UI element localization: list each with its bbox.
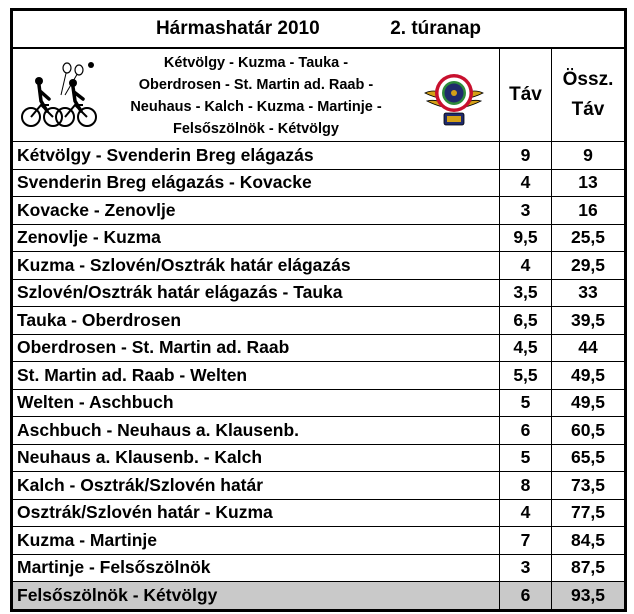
total-cell: 93,5 [552, 582, 626, 611]
distance-cell: 3 [500, 197, 552, 225]
total-cell: 87,5 [552, 554, 626, 582]
segment-cell: Kuzma - Martinje [12, 527, 500, 555]
segment-cell: Svenderin Breg elágazás - Kovacke [12, 169, 500, 197]
distance-cell: 5 [500, 389, 552, 417]
distance-cell: 6 [500, 417, 552, 445]
total-cell: 60,5 [552, 417, 626, 445]
table-row [12, 169, 626, 197]
total-cell: 84,5 [552, 527, 626, 555]
segment-cell: St. Martin ad. Raab - Welten [12, 362, 500, 390]
segment-cell: Kovacke - Zenovlje [12, 197, 500, 225]
cyclists-icon [21, 61, 97, 129]
segment-cell: Osztrák/Szlovén határ - Kuzma [12, 499, 500, 527]
table-row [12, 499, 626, 527]
total-header [552, 48, 626, 142]
segment-cell: Kétvölgy - Svenderin Breg elágazás [12, 142, 500, 170]
segment-cell: Oberdrosen - St. Martin ad. Raab [12, 334, 500, 362]
distance-cell: 3,5 [500, 279, 552, 307]
total-cell: 65,5 [552, 444, 626, 472]
distance-cell: 7 [500, 527, 552, 555]
table-row [12, 527, 626, 555]
segment-cell: Felsőszölnök - Kétvölgy [12, 582, 500, 611]
total-cell: 29,5 [552, 252, 626, 280]
segment-cell: Neuhaus a. Klausenb. - Kalch [12, 444, 500, 472]
table-row [12, 582, 626, 611]
segment-cell: Aschbuch - Neuhaus a. Klausenb. [12, 417, 500, 445]
title-cell [12, 10, 626, 49]
route-summary-line: Felsőszölnök - Kétvölgy [173, 121, 339, 137]
table-row [12, 389, 626, 417]
distance-header [500, 48, 552, 142]
total-header-line2: Táv [571, 99, 605, 120]
total-cell: 49,5 [552, 389, 626, 417]
table-row [12, 279, 626, 307]
distance-cell: 3 [500, 554, 552, 582]
segment-cell: Tauka - Oberdrosen [12, 307, 500, 335]
distance-cell: 4,5 [500, 334, 552, 362]
day-title: 2. túranap [390, 18, 482, 39]
table-row [12, 417, 626, 445]
header-row [12, 48, 626, 142]
distance-header-label: Táv [509, 84, 542, 105]
total-cell: 13 [552, 169, 626, 197]
segment-cell: Szlovén/Osztrák határ elágazás - Tauka [12, 279, 500, 307]
distance-cell: 6,5 [500, 307, 552, 335]
distance-cell: 9 [500, 142, 552, 170]
segment-cell: Martinje - Felsőszölnök [12, 554, 500, 582]
distance-cell: 5 [500, 444, 552, 472]
route-table-body [12, 10, 626, 611]
segment-cell: Welten - Aschbuch [12, 389, 500, 417]
total-cell: 49,5 [552, 362, 626, 390]
total-cell: 73,5 [552, 472, 626, 500]
total-cell: 77,5 [552, 499, 626, 527]
club-emblem-icon [423, 63, 485, 129]
route-summary-line: Oberdrosen - St. Martin ad. Raab - [138, 77, 374, 93]
table-row [12, 224, 626, 252]
total-cell: 16 [552, 197, 626, 225]
distance-cell: 6 [500, 582, 552, 611]
total-cell: 25,5 [552, 224, 626, 252]
distance-cell: 9,5 [500, 224, 552, 252]
table-row [12, 307, 626, 335]
route-summary-cell [12, 48, 500, 142]
table-row [12, 334, 626, 362]
route-table [10, 8, 627, 612]
table-row [12, 554, 626, 582]
segment-cell: Zenovlje - Kuzma [12, 224, 500, 252]
total-cell: 44 [552, 334, 626, 362]
total-cell: 39,5 [552, 307, 626, 335]
table-row [12, 472, 626, 500]
table-row [12, 362, 626, 390]
table-row [12, 197, 626, 225]
table-row [12, 142, 626, 170]
distance-cell: 8 [500, 472, 552, 500]
total-cell: 9 [552, 142, 626, 170]
table-row [12, 252, 626, 280]
route-summary-line: Neuhaus - Kalch - Kuzma - Martinje - [130, 99, 382, 115]
distance-cell: 4 [500, 252, 552, 280]
total-header-line1: Össz. [562, 69, 614, 90]
total-cell: 33 [552, 279, 626, 307]
distance-cell: 5,5 [500, 362, 552, 390]
distance-cell: 4 [500, 499, 552, 527]
segment-cell: Kuzma - Szlovén/Osztrák határ elágazás [12, 252, 500, 280]
distance-cell: 4 [500, 169, 552, 197]
segment-cell: Kalch - Osztrák/Szlovén határ [12, 472, 500, 500]
table-row [12, 444, 626, 472]
route-summary-line: Kétvölgy - Kuzma - Tauka - [163, 55, 349, 71]
event-title: Hármashatár 2010 [155, 18, 320, 39]
title-row [12, 10, 626, 49]
route-summary [105, 52, 407, 140]
